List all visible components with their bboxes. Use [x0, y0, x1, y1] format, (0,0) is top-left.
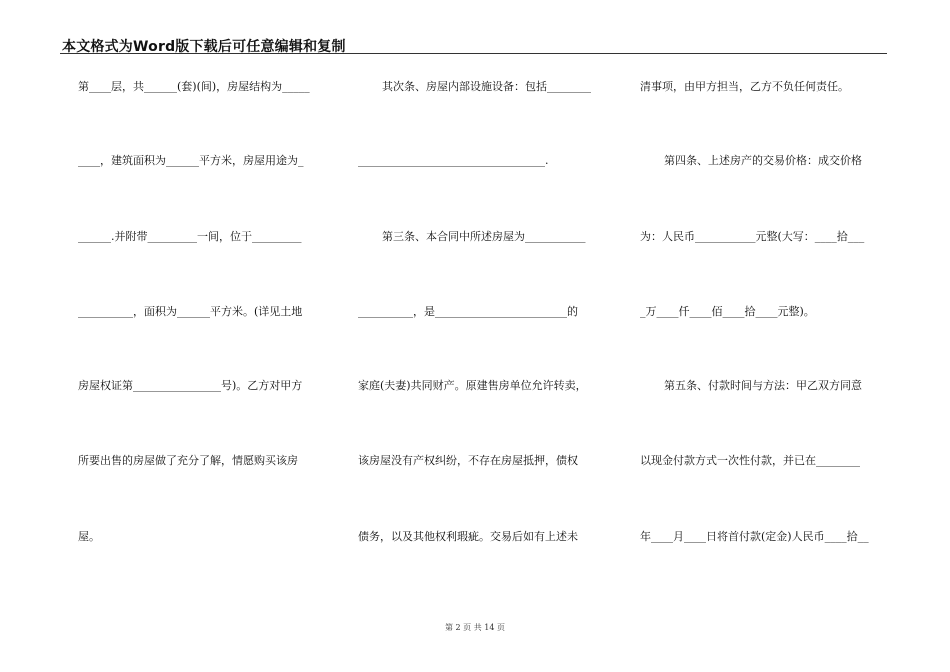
- text-line: 第三条、本合同中所述房屋为___________: [382, 230, 586, 243]
- text-line: 其次条、房屋内部设施设备：包括________: [382, 80, 591, 93]
- text-line: ______.并附带_________一间，位于_________: [78, 230, 302, 243]
- text-line: 所要出售的房屋做了充分了解，情愿购买该房: [78, 454, 298, 467]
- text-line: 清事项，由甲方担当，乙方不负任何责任。: [640, 80, 849, 93]
- text-line: 债务，以及其他权利瑕疵。交易后如有上述未: [358, 530, 578, 543]
- header-divider: [60, 53, 887, 54]
- text-line: __________，是________________________的: [358, 305, 578, 318]
- text-line: ____，建筑面积为______平方米，房屋用途为_: [78, 154, 304, 167]
- text-line: _万____仟____佰____拾____元整)。: [640, 305, 815, 318]
- text-line: 第五条、付款时间与方法：甲乙双方同意: [664, 379, 862, 392]
- page-number-footer: 第 2 页 共 14 页: [445, 623, 505, 632]
- text-line: 屋。: [78, 530, 100, 543]
- text-line: 年____月____日将首付款(定金)人民币____拾__: [640, 530, 869, 543]
- text-line: 房屋权证第________________号)。乙方对甲方: [78, 379, 303, 392]
- text-line: 家庭(夫妻)共同财产。原建售房单位允许转卖，: [358, 379, 587, 392]
- document-header-title: 本文格式为Word版下载后可任意编辑和复制: [62, 39, 346, 55]
- text-line: 该房屋没有产权纠纷，不存在房屋抵押，债权: [358, 454, 578, 467]
- text-line: 第四条、上述房产的交易价格：成交价格: [664, 154, 862, 167]
- text-line: __________，面积为______平方米。(详见土地: [78, 305, 303, 318]
- text-line: __________________________________.: [358, 154, 549, 167]
- text-line: 以现金付款方式一次性付款，并已在________: [640, 454, 860, 467]
- text-line: 为：人民币___________元整(大写：____拾___: [640, 230, 865, 243]
- text-line: 第____层，共______(套)(间)，房屋结构为_____: [78, 80, 310, 93]
